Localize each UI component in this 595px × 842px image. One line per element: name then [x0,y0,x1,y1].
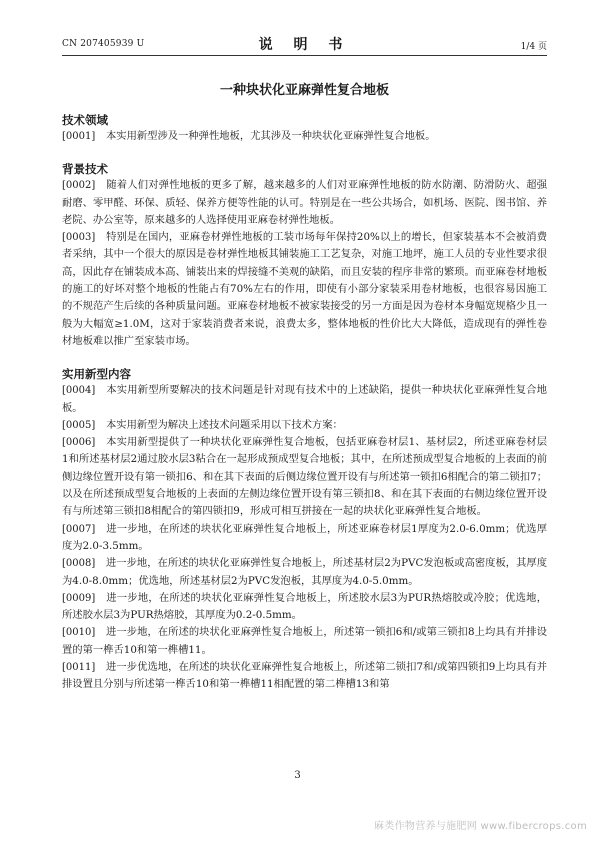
paragraph-text: 进一步优选地，在所述的块状化亚麻弹性复合地板上，所述第二锁扣7和/或第四锁扣9上均具有并排设置且分别与所述第一榫舌10和第一榫槽11相配置的第二榫槽13和第 [62,661,547,691]
paragraph-number: [0001] [62,131,96,142]
section-heading: 技术领域 [62,113,108,127]
page-header [62,34,547,54]
paragraph-number: [0009] [62,592,96,604]
paragraph-number: [0011] [62,662,96,674]
section-heading: 实用新型内容 [62,367,131,382]
paragraph [62,624,547,659]
paragraph-text: 进一步地，在所述的块状化亚麻弹性复合地板上，所述基材层2为PVC发泡板或高密度板，其厚度为4.0-8.0mm；优选地，所述基材层2为PVC发泡板，其厚度为4.0-5.0mm。 [62,557,547,587]
paragraph-number: [0008] [62,558,96,570]
page-number: 3 [294,770,301,781]
paragraph [62,229,547,350]
paragraph [62,177,547,229]
paragraph-number: [0004] [62,385,96,397]
paragraph-text: 本实用新型为解决上述技术问题采用以下技术方案： [106,418,343,431]
section-heading: 背景技术 [62,162,108,177]
paragraph [62,555,547,590]
paragraph [62,417,547,434]
paragraph-text: 进一步地，在所述的块状化亚麻弹性复合地板上，所述亚麻卷材层1厚度为2.0-6.0mm；优选厚度为2.0-3.5mm。 [62,522,547,552]
paragraph-number: [0007] [62,523,96,535]
paragraph-text: 本实用新型涉及一种弹性地板，尤其涉及一种块状化亚麻弹性复合地板。 [106,130,436,142]
paragraph-text: 进一步地，在所述的块状化亚麻弹性复合地板上，所述第一锁扣6和/或第三锁扣8上均具有并排设置的第一榫舌10和第一榫槽11。 [62,626,547,656]
paragraph [62,128,547,145]
page-indicator: 1/4 页 [520,42,547,52]
paragraph [62,590,547,625]
paragraph [62,382,547,417]
paragraph-text: 本实用新型所要解决的技术问题是针对现有技术中的上述缺陷，提供一种块状化亚麻弹性复合地板。 [62,384,547,414]
site-watermark: 麻类作物营养与施肥网 www.fibercrops.com [374,821,587,832]
paragraph-number: [0006] [62,437,96,449]
paragraph [62,434,547,520]
paragraph-number: [0003] [62,232,96,244]
document-body [62,112,547,694]
paragraph-number: [0002] [62,180,96,192]
document-title: 一种块状化亚麻弹性复合地板 [219,83,389,98]
paragraph-number: [0005] [62,419,96,431]
header-rule [62,55,547,56]
document-type: 说 明 书 [258,37,351,53]
paragraph-text: 本实用新型提供了一种块状化亚麻弹性复合地板，包括亚麻卷材层1、基材层2，所述亚麻卷材层1和所述基材层2通过胶水层3粘合在一起形成预成型复合地板；其中，在所述预成型复合地板的上表面的前侧边缘位置开设有第一锁扣6、和在其下表面的后侧边缘位置开设有与所述第一锁扣6相配合的第二锁扣7；以及在所述预成型复合地板的上表面的左侧边缘位置开设有第三锁扣8、和在其下表面的右侧边缘位置开设有与所述第三锁扣8相配合的第四锁扣9，形成可相互拼接在一起的块状化亚麻弹性复合地板。 [62,436,547,518]
paragraph-number: [0010] [62,627,96,639]
paragraph-text: 随着人们对弹性地板的更多了解，越来越多的人们对亚麻弹性地板的防水防潮、防滑防火、超强耐磨、零甲醛、环保、质轻、保养方便等性能的认可。特别是在一些公共场合，如机场、医院、图书馆、养老院、办公室等，原来越多的人选择使用亚麻卷材弹性地板。 [62,179,547,226]
patent-number: CN 207405939 U [62,39,145,49]
paragraph-text: 特别是在国内，亚麻卷材弹性地板的工装市场每年保持20%以上的增长，但家装基本不会被消费者采纳，其中一个很大的原因是卷材弹性地板其铺装施工工艺复杂，对施工地坪，施工人员的专业性要求很高，因此存在铺装成本高、铺装出来的焊接缝不美观的缺陷，而且安装的程序非常的繁琐。而亚麻卷材地板的施工的好坏对整个地板的性能占有70%左右的作用，即使有小部分家装采用卷材地板，也很容易因施工的不规范产生后续的各种质量问题。亚麻卷材地板不被家装接受的另一方面是因为卷材本身幅宽规格少且一般为大幅宽≥1.0M，这对于家装消费者来说，浪费太多，整体地板的性价比大大降低，造成现有的弹性卷材地板难以推广至家装市场。 [62,231,547,347]
paragraph-text: 进一步地，在所述的块状化亚麻弹性复合地板上，所述胶水层3为PUR热熔胶或冷胶；优选地，所述胶水层3为PUR热熔胶，其厚度为0.2-0.5mm。 [62,591,547,622]
paragraph [62,659,547,694]
paragraph [62,521,547,556]
